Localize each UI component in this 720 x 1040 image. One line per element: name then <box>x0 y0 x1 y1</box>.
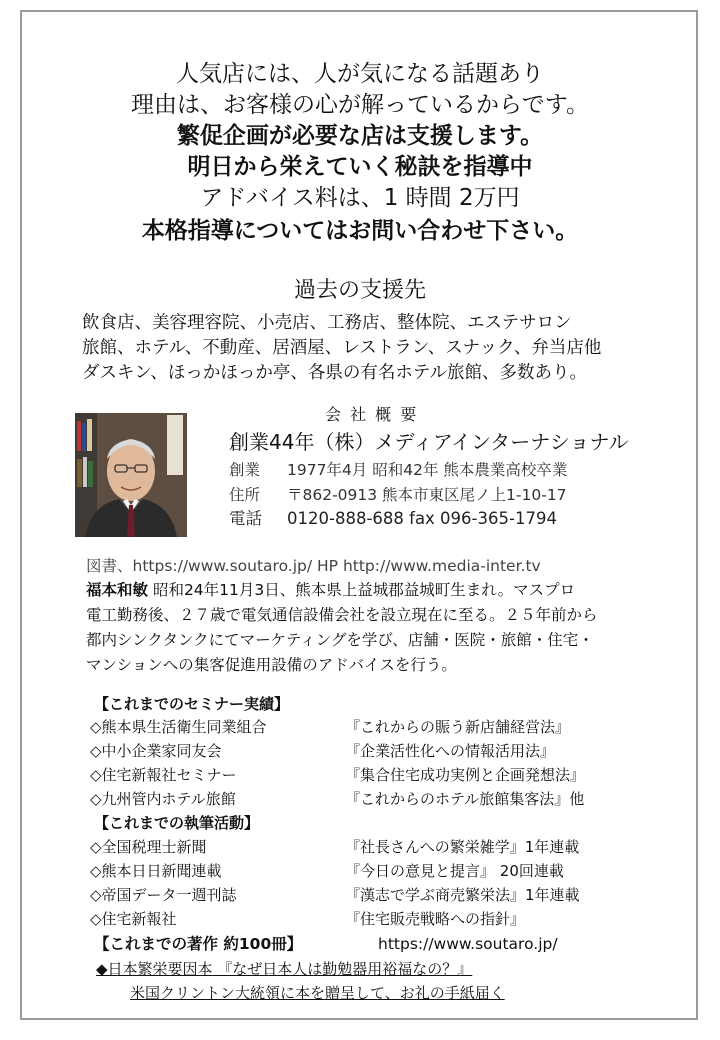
intro-line-6: 本格指導についてはお問い合わせ下さい。 <box>141 218 579 244</box>
company-founded <box>229 459 567 481</box>
writing-title: 『漢志で学ぶ商売繁栄法』1年連載 <box>345 886 580 904</box>
bio-person-name: 福本和敏 <box>86 581 149 599</box>
intro-line-5: アドバイス料は、1 時間 2万円 <box>200 185 520 211</box>
writing-org: ◇熊本日日新聞連載 <box>90 862 222 880</box>
company-heading: 会 社 概 要 <box>325 405 419 424</box>
writing-title: 『社長さんへの繁栄雑学』1年連載 <box>345 838 580 856</box>
bio-line-3: 都内シンクタンクにてマーケティングを学び、店舗・医院・旅館・住宅・ <box>86 631 594 649</box>
seminar-org: ◇熊本県生活衛生同業組合 <box>90 718 267 736</box>
bio-line-2: 電工勤務後、２７歳で電気通信設備会社を設立現在に至る。２５年前から <box>86 606 598 624</box>
past-clients-line-3: ダスキン、ほっかほっか亭、各県の有名ホテル旅館、多数あり。 <box>82 363 588 383</box>
seminar-org: ◇九州管内ホテル旅館 <box>90 790 236 808</box>
founded-label: 創業 <box>229 461 261 479</box>
books-url-link[interactable]: https://www.soutaro.jp/ <box>378 935 558 953</box>
writing-heading: 【これまでの執筆活動】 <box>94 814 260 832</box>
portrait-photo <box>75 413 187 537</box>
past-clients-title: 過去の支援先 <box>293 278 426 303</box>
featured-book-link[interactable]: ◆日本繁栄要因本 『なぜ日本人は勤勉器用裕福なの？』 <box>96 960 473 978</box>
writing-title: 『住宅販売戦略への指針』 <box>345 910 526 928</box>
address-value: 〒862-0913 熊本市東区尾ノ上1-10-17 <box>287 486 567 504</box>
intro-line-3: 繁促企画が必要な店は支援します。 <box>176 123 544 149</box>
intro-line-1: 人気店には、人が気になる話題あり <box>176 61 544 87</box>
seminars-heading: 【これまでのセミナー実績】 <box>94 695 290 713</box>
writing-org: ◇帝国データ一週刊誌 <box>90 886 237 904</box>
founded-value: 1977年4月 昭和42年 熊本農業高校卒業 <box>287 461 568 479</box>
seminar-org: ◇住宅新報社セミナー <box>90 766 237 784</box>
bio-line-1-text: 昭和24年11月3日、熊本県上益城郡益城町生まれ。マスプロ <box>148 581 576 599</box>
past-clients-line-2: 旅館、ホテル、不動産、居酒屋、レストラン、スナック、弁当店他 <box>82 338 602 358</box>
writing-org: ◇全国税理士新聞 <box>90 838 207 856</box>
intro-line-2: 理由は、お客様の心が解っているからです。 <box>131 92 589 118</box>
company-phone <box>229 508 557 530</box>
seminar-title: 『企業活性化への情報活用法』 <box>345 742 556 760</box>
phone-label: 電話 <box>229 509 262 528</box>
intro-line-4: 明日から栄えていく秘訣を指導中 <box>187 154 533 180</box>
writing-org: ◇住宅新報社 <box>90 910 177 928</box>
bio-line-1 <box>86 578 575 602</box>
seminar-title: 『これからのホテル旅館集客法』他 <box>345 790 585 808</box>
company-name: 創業44年（株）メディアインターナショナル <box>229 430 629 454</box>
address-label: 住所 <box>229 486 261 504</box>
books-heading: 【これまでの著作 約100冊】 <box>94 935 303 953</box>
seminar-title: 『これからの賑う新店舗経営法』 <box>345 718 571 736</box>
past-clients-line-1: 飲食店、美容理容院、小売店、工務店、整体院、エステサロン <box>82 313 572 333</box>
clinton-letter-note: 米国クリントン大統領に本を贈呈して、お礼の手紙届く <box>130 984 505 1002</box>
seminar-org: ◇中小企業家同友会 <box>90 742 222 760</box>
phone-value: 0120-888-688 fax 096-365-1794 <box>287 509 557 528</box>
writing-title: 『今日の意見と提言』 20回連載 <box>345 862 564 880</box>
seminar-title: 『集合住宅成功実例と企画発想法』 <box>345 766 586 784</box>
company-address <box>229 484 567 506</box>
bio-line-4: マンションへの集客促進用設備のアドバイスを行う。 <box>86 656 457 674</box>
bio-links: 図書、https://www.soutaro.jp/ HP http://www.media-inter.tv <box>86 557 541 575</box>
